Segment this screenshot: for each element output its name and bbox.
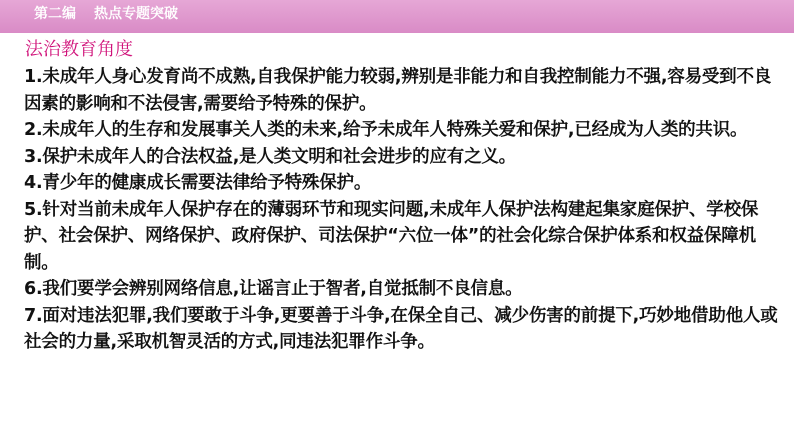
paragraph-4: 4.青少年的健康成长需要法律给予特殊保护。 bbox=[24, 173, 372, 193]
paragraph-6: 6.我们要学会辨别网络信息,让谣言止于智者,自觉抵制不良信息。 bbox=[24, 279, 523, 299]
header-topic-label: 热点专题突破 bbox=[94, 6, 178, 22]
header-part-label: 第二编 bbox=[34, 6, 76, 22]
section-title: 法治教育角度 bbox=[25, 39, 133, 60]
header-title bbox=[34, 5, 178, 23]
paragraph-3: 3.保护未成年人的合法权益,是人类文明和社会进步的应有之义。 bbox=[24, 146, 516, 167]
content-area bbox=[24, 36, 784, 356]
header-bar bbox=[0, 0, 794, 33]
paragraph-1: 1.未成年人身心发育尚不成熟,自我保护能力较弱,辨别是非能力和自我控制能力不强,容易受到不良因素的影响和不法侵害,需要给予特殊的保护。 bbox=[24, 67, 772, 114]
paragraph-2: 2.未成年人的生存和发展事关人类的未来,给予未成年人特殊关爱和保护,已经成为人类的共识。 bbox=[24, 120, 748, 140]
paragraph-7: 7.面对违法犯罪,我们要敢于斗争,更要善于斗争,在保全自己、减少伤害的前提下,巧妙地借助他人或社会的力量,采取机智灵活的方式,同违法犯罪作斗争。 bbox=[24, 305, 778, 352]
paragraph-5: 5.针对当前未成年人保护存在的薄弱环节和现实问题,未成年人保护法构建起集家庭保护、学校保护、社会保护、网络保护、政府保护、司法保护“六位一体”的社会化综合保护体系和权益保障机制。 bbox=[24, 199, 759, 273]
